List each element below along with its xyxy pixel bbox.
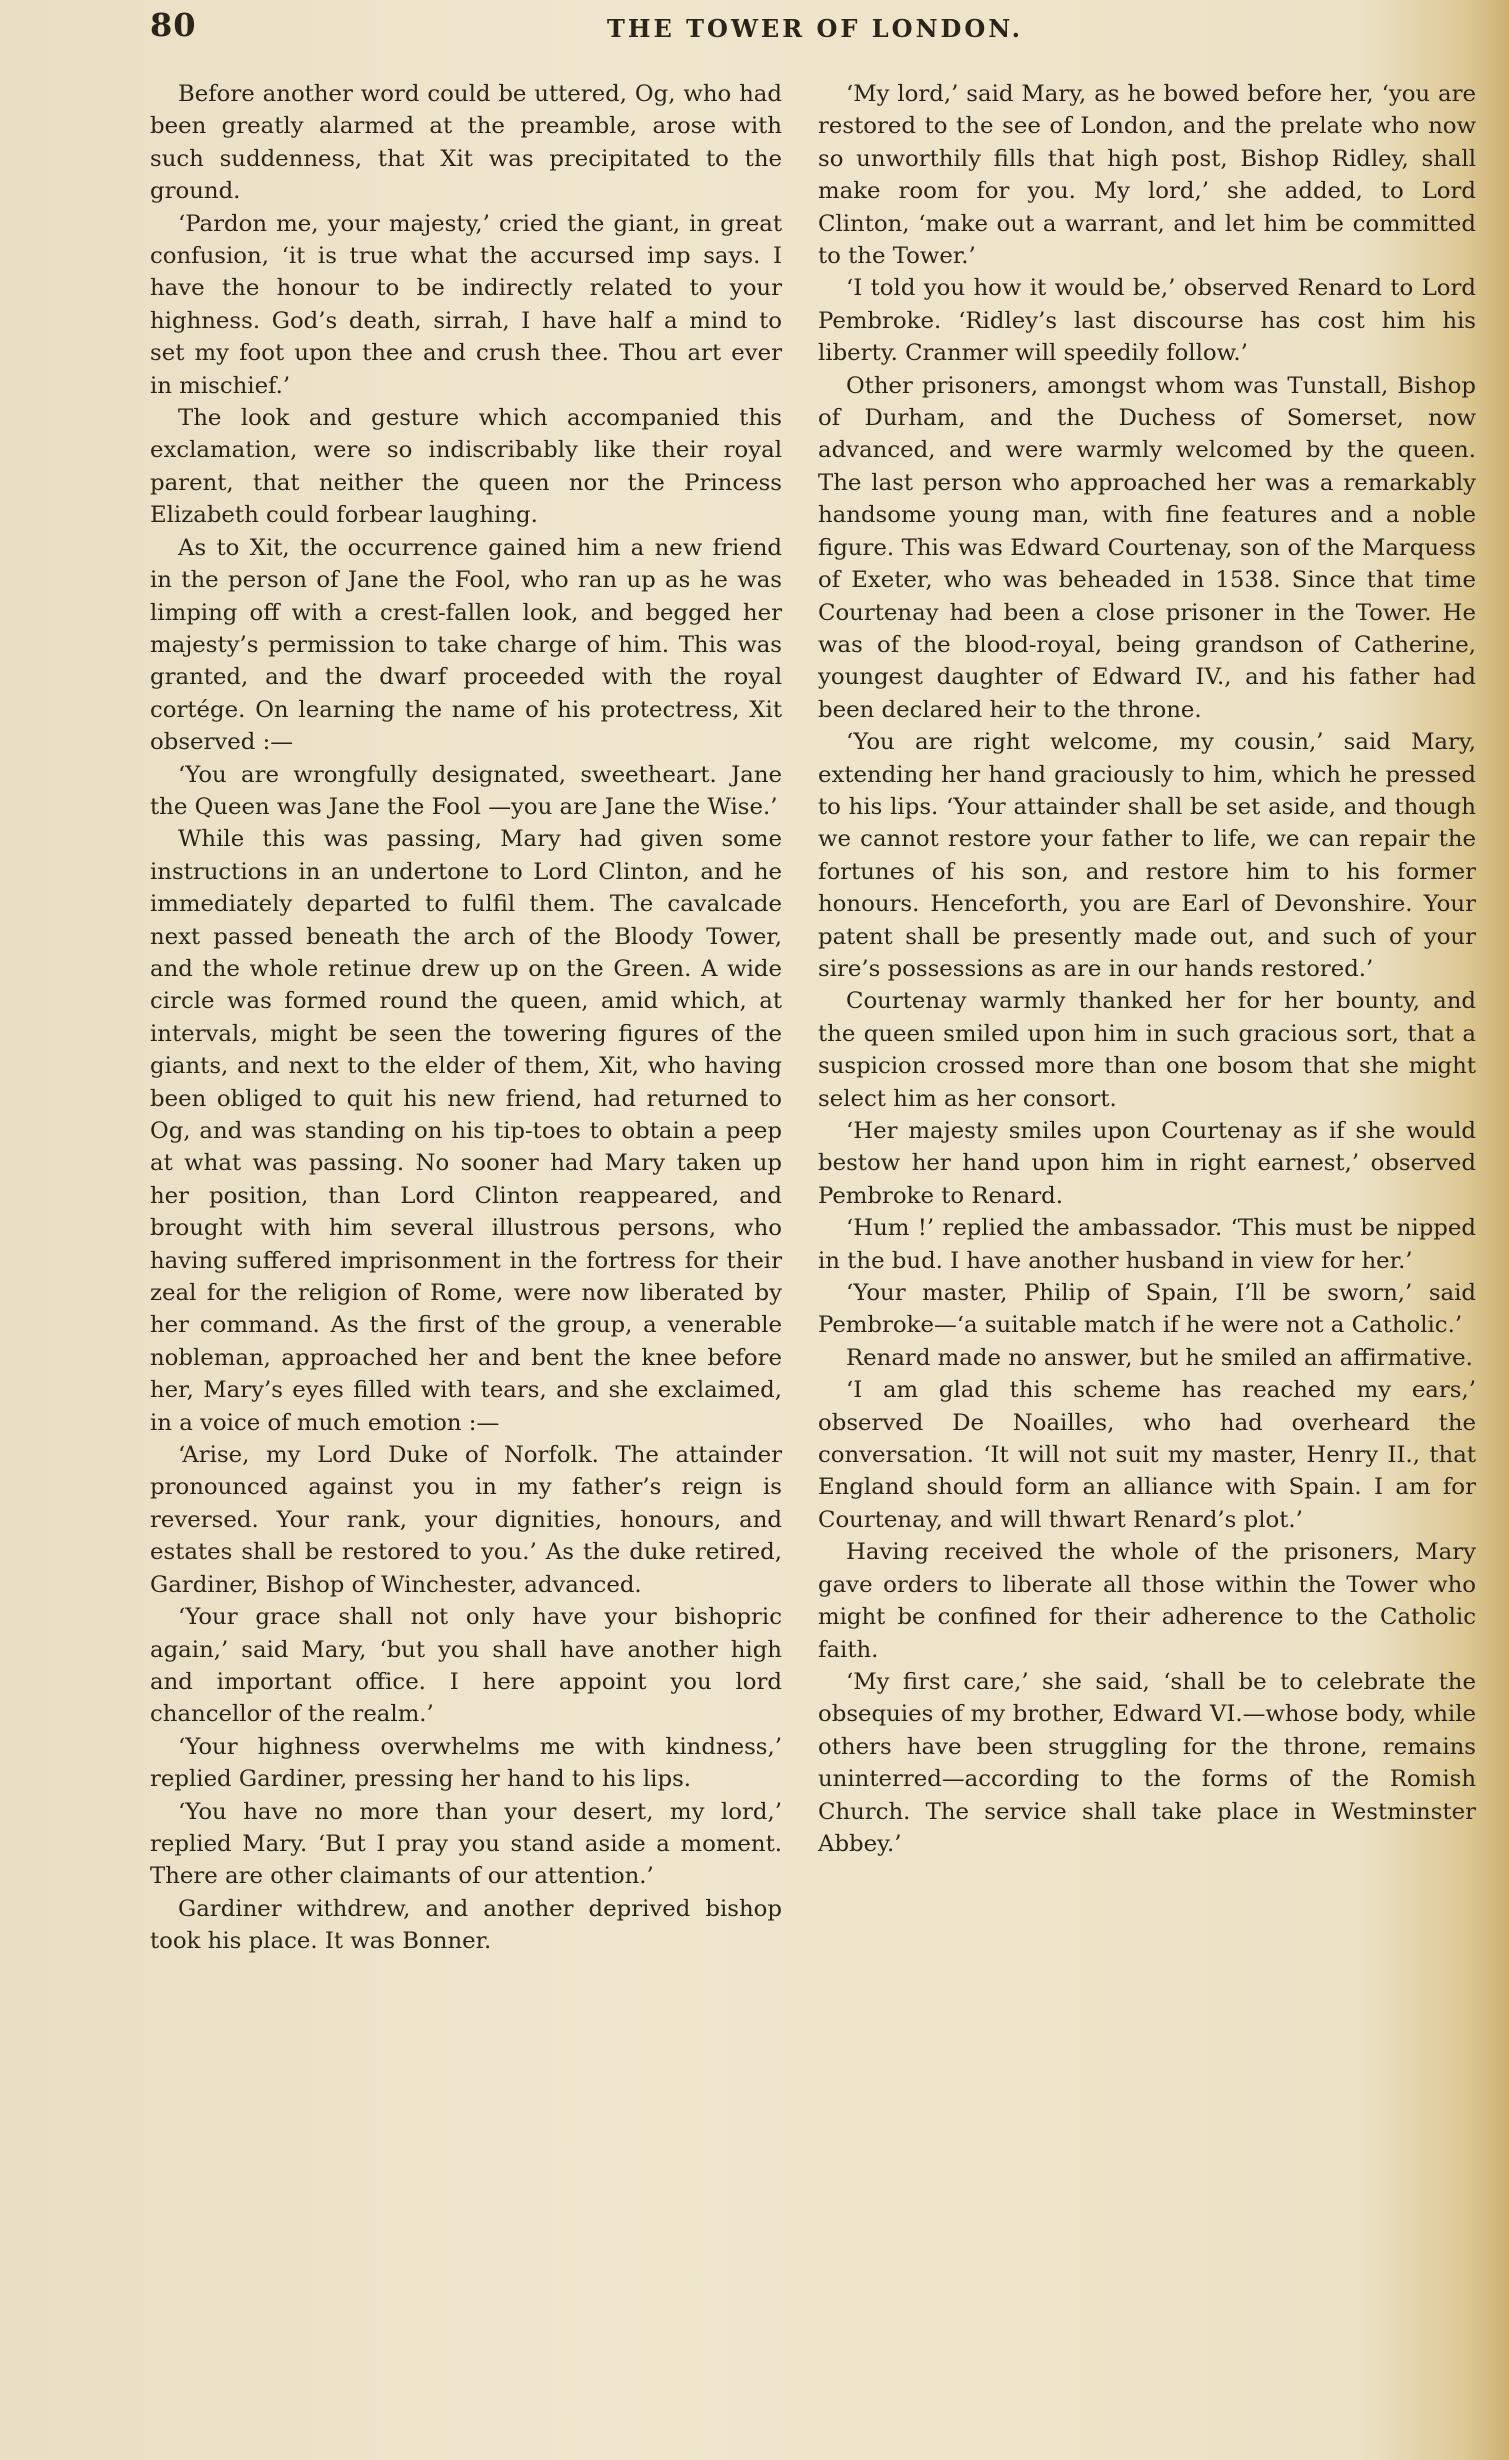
paragraph: As to Xit, the occurrence gained him a new friend in the person of Jane the Fool, who ran up as he was limping off with a crest-fallen look, and begged her majesty’s permission to take charge of him. This was granted, and the dwarf proceeded with the royal cortége. On learning the name of his protectress, Xit observed :—	[150, 534, 782, 756]
paragraph: ‘Your grace shall not only have your bishopric again,’ said Mary, ‘but you shall have another high and important office. I here appoint you lord chancellor of the realm.’	[150, 1604, 782, 1728]
paragraph: Gardiner withdrew, and another deprived bishop took his place. It was Bonner.	[150, 1895, 782, 1955]
paragraph: ‘You are wrongfully designated, sweetheart. Jane the Queen was Jane the Fool —you are Jane the Wise.’	[150, 761, 782, 820]
paragraph: Other prisoners, amongst whom was Tunstall, Bishop of Durham, and the Duchess of Somerset, now advanced, and were warmly welcomed by the queen. The last person who approached her was a remarkably handsome young man, with fine features and a noble figure. This was Edward Courtenay, son of the Marquess of Exeter, who was beheaded in 1538. Since that time Courtenay had been a close prisoner in the Tower. He was of the blood-royal, being grandson of Catherine, youngest daughter of Edward IV., and his father had been declared heir to the throne.	[818, 372, 1476, 723]
page-header	[150, 6, 1480, 46]
paragraph: ‘My first care,’ she said, ‘shall be to celebrate the obsequies of my brother, Edward VI.—whose body, while others have been struggling for the throne, remains uninterred—according to the forms of the Romish Church. The service shall take place in Westminster Abbey.’	[818, 1668, 1476, 1857]
paragraph: ‘I am glad this scheme has reached my ears,’ observed De Noailles, who had overheard the conversation. ‘It will not suit my master, Henry II., that England should form an alliance with Spain. I am for Courtenay, and will thwart Renard’s plot.’	[818, 1377, 1476, 1533]
paragraph: While this was passing, Mary had given some instructions in an undertone to Lord Clinton, and he immediately departed to fulfil them. The cavalcade next passed beneath the arch of the Bloody Tower, and the whole retinue drew up on the Green. A wide circle was formed round the queen, amid which, at intervals, might be seen the towering figures of the giants, and next to the elder of them, Xit, who having been obliged to quit his new friend, had returned to Og, and was standing on his tip-toes to obtain a peep at what was passing. No sooner had Mary taken up her position, than Lord Clinton reappeared, and brought with him several illustrous persons, who having suffered imprisonment in the fortress for their zeal for the religion of Rome, were now liberated by her command. As the first of the group, a venerable nobleman, approached her and bent the knee before her, Mary’s eyes filled with tears, and she exclaimed, in a voice of much emotion :—	[150, 826, 782, 1436]
paragraph: ‘Your highness overwhelms me with kindness,’ replied Gardiner, pressing her hand to his lips.	[150, 1733, 782, 1793]
paragraph: ‘Pardon me, your majesty,’ cried the giant, in great confusion, ‘it is true what the accursed imp says. I have the honour to be indirectly related to your highness. God’s death, sirrah, I have half a mind to set my foot upon thee and crush thee. Thou art ever in mischief.’	[150, 210, 782, 399]
left-column	[150, 78, 782, 1958]
paragraph: ‘You are right welcome, my cousin,’ said Mary, extending her hand graciously to him, which he pressed to his lips. ‘Your attainder shall be set aside, and though we cannot restore your father to life, we can repair the fortunes of his son, and restore him to his former honours. Henceforth, you are Earl of Devonshire. Your patent shall be presently made out, and such of your sire’s possessions as are in our hands restored.’	[818, 729, 1476, 982]
paragraph: Having received the whole of the prisoners, Mary gave orders to liberate all those within the Tower who might be confined for their adherence to the Catholic faith.	[818, 1539, 1476, 1663]
paragraph: ‘Your master, Philip of Spain, I’ll be sworn,’ said Pembroke—‘a suitable match if he were not a Catholic.’	[818, 1280, 1476, 1339]
right-column	[818, 78, 1476, 1860]
paragraph: ‘You have no more than your desert, my lord,’ replied Mary. ‘But I pray you stand aside a moment. There are other claimants of our attention.’	[150, 1798, 782, 1890]
paragraph: ‘I told you how it would be,’ observed Renard to Lord Pembroke. ‘Ridley’s last discourse has cost him his liberty. Cranmer will speedily follow.’	[818, 275, 1476, 367]
paragraph: ‘Her majesty smiles upon Courtenay as if she would bestow her hand upon him in right earnest,’ observed Pembroke to Renard.	[818, 1118, 1476, 1209]
paragraph: ‘Arise, my Lord Duke of Norfolk. The attainder pronounced against you in my father’s reign is reversed. Your rank, your dignities, honours, and estates shall be restored to you.’ As the duke retired, Gardiner, Bishop of Winchester, advanced.	[150, 1442, 782, 1598]
paragraph: Courtenay warmly thanked her for her bounty, and the queen smiled upon him in such gracious sort, that a suspicion crossed more than one bosom that she might select him as her consort.	[818, 988, 1476, 1112]
running-title: THE TOWER OF LONDON.	[607, 14, 1023, 43]
paragraph: ‘Hum !’ replied the ambassador. ‘This must be nipped in the bud. I have another husband in view for her.’	[818, 1215, 1476, 1274]
paragraph: ‘My lord,’ said Mary, as he bowed before her, ‘you are restored to the see of London, and the prelate who now so unworthily fills that high post, Bishop Ridley, shall make room for you. My lord,’ she added, to Lord Clinton, ‘make out a warrant, and let him be committed to the Tower.’	[818, 81, 1476, 270]
paragraph: The look and gesture which accompanied this exclamation, were so indiscribably like their royal parent, that neither the queen nor the Princess Elizabeth could forbear laughing.	[150, 405, 782, 529]
page-number: 80	[150, 6, 197, 44]
paragraph: Before another word could be uttered, Og, who had been greatly alarmed at the preamble, arose with such suddenness, that Xit was precipitated to the ground.	[150, 81, 782, 205]
paragraph: Renard made no answer, but he smiled an affirmative.	[846, 1344, 1473, 1371]
